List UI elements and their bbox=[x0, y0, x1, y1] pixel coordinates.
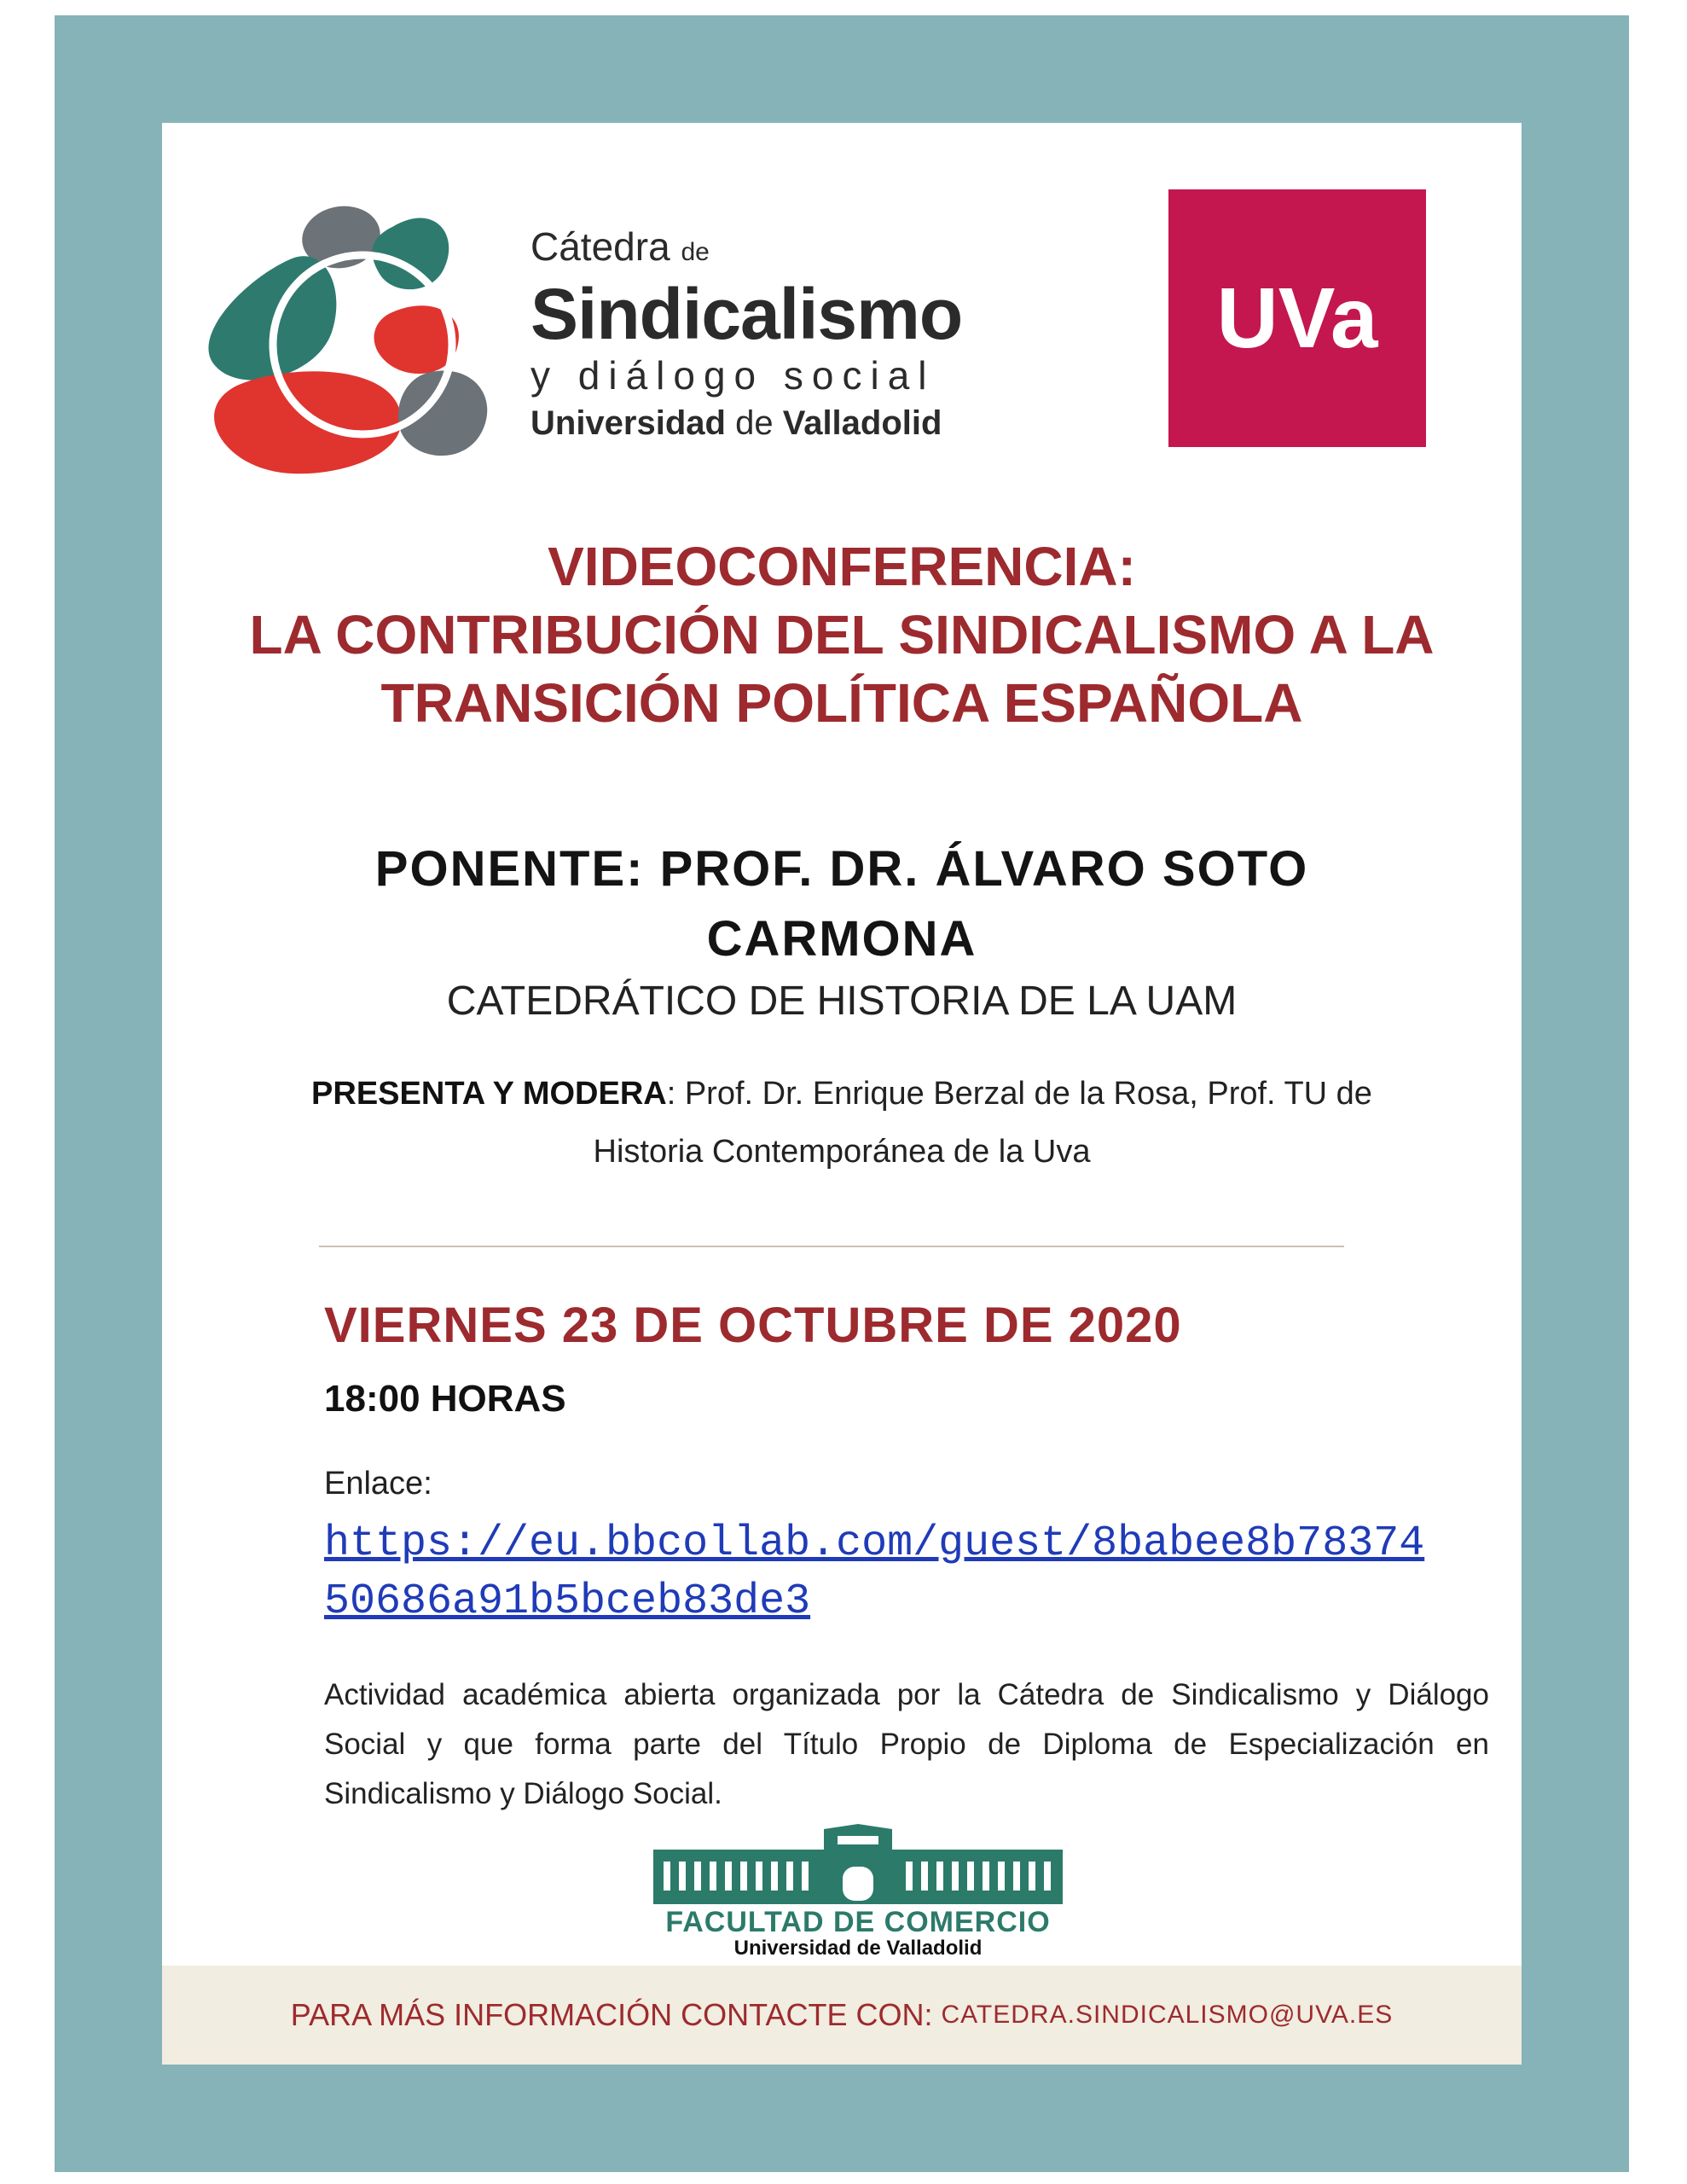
catedra-line1-small: de bbox=[681, 238, 710, 266]
moderator-label: PRESENTA Y MODERA bbox=[311, 1076, 667, 1112]
link-line1[interactable]: https://eu.bbcollab.com/guest/8babee8b78374 bbox=[324, 1519, 1425, 1568]
event-time: 18:00 HORAS bbox=[324, 1378, 566, 1420]
catedra-line4-light: de bbox=[735, 404, 774, 442]
speaker-name bbox=[162, 834, 1522, 974]
speaker-line2: CARMONA bbox=[706, 911, 977, 967]
contact-footer bbox=[162, 1966, 1522, 2065]
facultad-university: Universidad de Valladolid bbox=[733, 1937, 983, 1960]
title-line3: TRANSICIÓN POLÍTICA ESPAÑOLA bbox=[380, 672, 1303, 734]
footer-label: PARA MÁS INFORMACIÓN CONTACTE CON: bbox=[290, 1997, 933, 2032]
activity-description: Actividad académica abierta organizada por la Cátedra de Sindicalismo y Diálogo Social y que forma parte del Título Propio de Diploma de Especialización en Sindicalismo y Diálogo Social. bbox=[324, 1678, 1489, 1810]
link-label: Enlace: bbox=[324, 1466, 432, 1502]
catedra-line4-end: Valladolid bbox=[782, 404, 942, 442]
meeting-link[interactable] bbox=[324, 1515, 1501, 1631]
building-icon bbox=[653, 1824, 1063, 1906]
footer-email[interactable]: CATEDRA.SINDICALISMO@UVA.ES bbox=[941, 2001, 1394, 2029]
title-line2: LA CONTRIBUCIÓN DEL SINDICALISMO A LA bbox=[249, 604, 1435, 665]
event-date: VIERNES 23 DE OCTUBRE DE 2020 bbox=[324, 1298, 1182, 1353]
facultad-logo bbox=[653, 1824, 1063, 1960]
catedra-line2: Sindicalismo bbox=[530, 274, 963, 354]
speaker-line1: PONENTE: PROF. DR. ÁLVARO SOTO bbox=[374, 841, 1309, 897]
moderator-text1: : Prof. Dr. Enrique Berzal de la Rosa, Prof. TU de bbox=[666, 1076, 1372, 1112]
facultad-name: FACULTAD DE COMERCIO bbox=[665, 1906, 1051, 1938]
event-title bbox=[162, 532, 1522, 737]
catedra-line1: Cátedra bbox=[530, 224, 670, 269]
uva-logo bbox=[1168, 189, 1426, 447]
teal-frame bbox=[55, 15, 1629, 2172]
moderator-text2: Historia Contemporánea de la Uva bbox=[593, 1134, 1091, 1170]
uva-logo-text: UVa bbox=[1216, 270, 1378, 366]
moderator-block bbox=[162, 1065, 1522, 1181]
divider bbox=[319, 1246, 1344, 1247]
flyer-sheet bbox=[162, 123, 1522, 2065]
speaker-role: CATEDRÁTICO DE HISTORIA DE LA UAM bbox=[446, 979, 1238, 1024]
catedra-logo-icon bbox=[188, 193, 503, 483]
title-line1: VIDEOCONFERENCIA: bbox=[548, 536, 1136, 597]
link-line2[interactable]: 50686a91b5bceb83de3 bbox=[324, 1577, 811, 1626]
catedra-line3: y diálogo social bbox=[530, 353, 936, 398]
catedra-line4-bold: Universidad bbox=[530, 404, 726, 442]
catedra-wordmark bbox=[530, 224, 1042, 448]
